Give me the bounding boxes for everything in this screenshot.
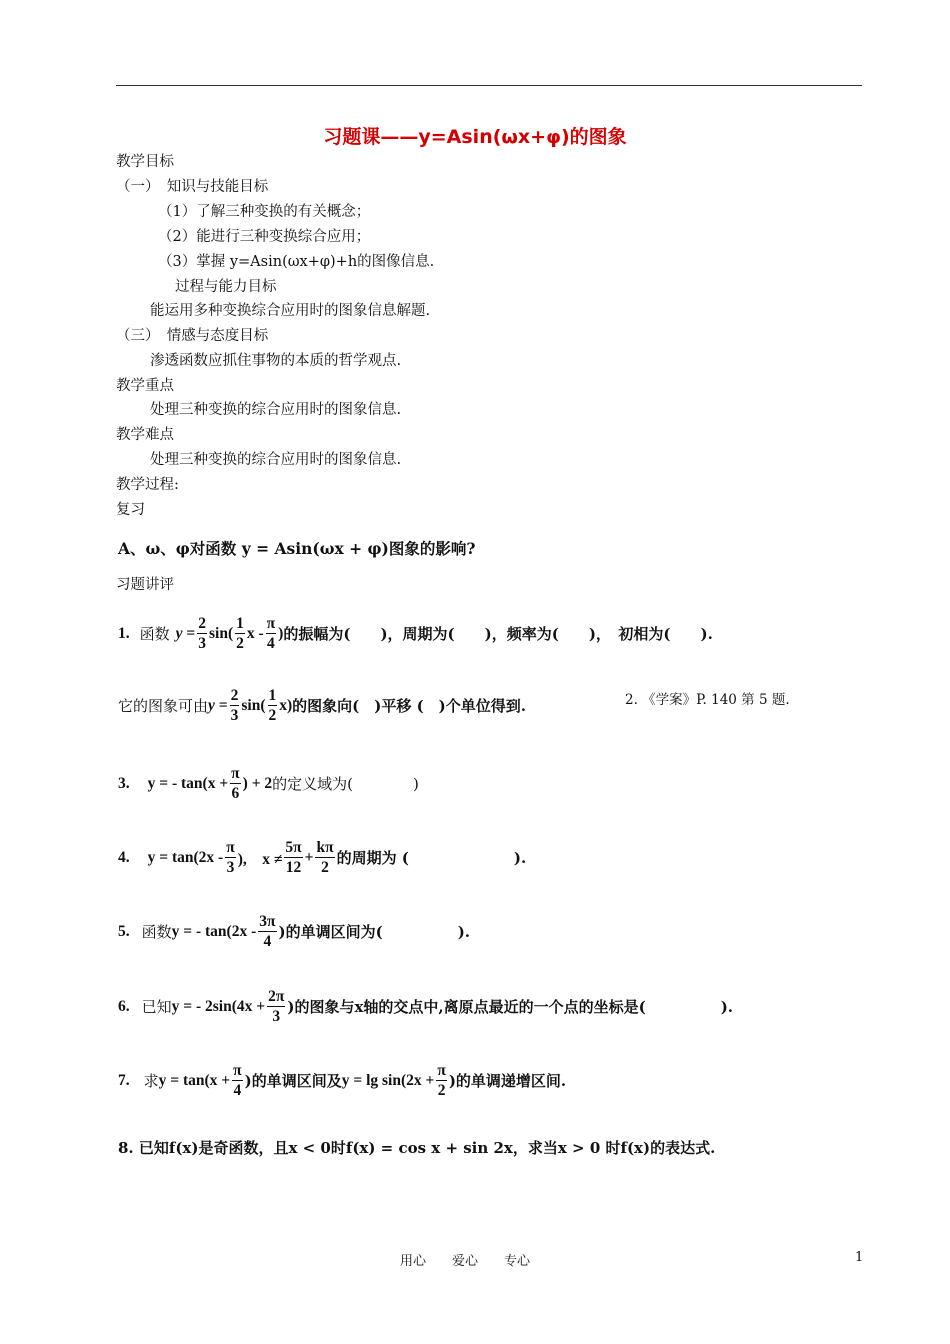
footer-motto: 用心 爱心 专心 <box>400 1254 531 1269</box>
q-number: 4. <box>118 848 130 866</box>
goal-item: （1）了解三种变换的有关概念； <box>158 204 371 220</box>
math-text: x) <box>279 696 293 714</box>
question-1: 1. 函数 y = $\frac{2}{3}$ sin( $\frac{1}{2}$ x - $\frac{\pi}{4}$ ) 的振幅为( )，周期为( )，频率为( )， 初相为( ). <box>118 615 713 652</box>
fraction: $\frac{2\pi}{3}$ <box>268 988 285 1025</box>
question-7 <box>118 1061 566 1100</box>
q-number: 1. <box>118 624 130 642</box>
section-review: 复习 <box>116 502 145 518</box>
fraction: $\frac{\pi}{4}$ <box>233 1062 242 1099</box>
fraction: $\frac{2}{3}$ <box>230 687 239 724</box>
goal-process: 过程与能力目标 <box>175 279 277 295</box>
question-2-note: 2. 《学案》P. 140 第 5 题. <box>625 692 790 708</box>
goal-item: （2）能进行三种变换综合应用； <box>158 229 371 245</box>
key-text: 处理三种变换的综合应用时的图象信息. <box>150 402 402 418</box>
goal-emotion-text: 渗透函数应抓住事物的本质的哲学观点. <box>150 353 402 369</box>
fraction: $\frac{\pi}{2}$ <box>437 1062 446 1099</box>
math-text: ) <box>278 624 284 642</box>
q-lead: 它的图象可由 <box>118 697 209 715</box>
fraction: $\frac{1}{2}$ <box>236 615 244 652</box>
math-text: y = tan(2x - <box>147 848 224 866</box>
math-text: y = - tan(2x - <box>171 922 257 940</box>
math-text: ) + 2 <box>242 774 273 792</box>
fraction: $\frac{5\pi}{12}$ <box>285 839 302 876</box>
q-lead: 函数 <box>141 923 172 941</box>
section-key: 教学重点 <box>116 378 174 394</box>
q-lead: 已知 <box>141 998 172 1016</box>
page-title: 习题课——y=Asin(ωx+φ)的图象 <box>323 126 627 148</box>
fraction: $\frac{k\pi}{2}$ <box>316 839 334 876</box>
goal-knowledge: （一） 知识与技能目标 <box>116 179 269 195</box>
question-5 <box>118 912 470 951</box>
math-text: + <box>304 848 314 866</box>
math-text: sin( <box>209 624 234 642</box>
math-text: y = tan(x + <box>158 1071 231 1089</box>
section-exercises: 习题讲评 <box>116 577 174 593</box>
goal-emotion: （三） 情感与态度目标 <box>116 328 269 344</box>
fraction: $\frac{2}{3}$ <box>198 615 206 652</box>
q-text: 8. 已知f(x)是奇函数，且x < 0时f(x) = cos x + sin 2x，求当x > 0 时f(x)的表达式. <box>118 1139 716 1157</box>
question-8 <box>118 1137 715 1158</box>
math-text: y = lg sin(2x + <box>341 1071 435 1089</box>
difficulty-text: 处理三种变换的综合应用时的图象信息. <box>150 452 402 468</box>
question-6 <box>118 987 733 1026</box>
q-tail: 的图象向( )平移 ( )个单位得到. <box>292 697 527 715</box>
fraction: $\frac{\pi}{3}$ <box>226 839 235 876</box>
q-tail: )的单调区间为( ). <box>278 923 471 941</box>
q-number: 6. <box>118 997 130 1015</box>
section-process: 教学过程: <box>116 477 179 493</box>
q-number: 3. <box>118 774 130 792</box>
q-tail: )的单调递增区间. <box>448 1072 567 1090</box>
review-question: A、ω、φ对函数 y = Asin(ωx + φ)图象的影响? <box>118 539 476 558</box>
math-text: sin( <box>241 696 266 714</box>
q-number: 7. <box>118 1071 130 1089</box>
question-3 <box>118 764 419 803</box>
question-4 <box>118 838 526 877</box>
math-text: y = - 2sin(4x + <box>171 997 266 1015</box>
q-tail: )的图象与x轴的交点中,离原点最近的一个点的坐标是( ). <box>287 998 734 1016</box>
header-rule <box>116 85 862 86</box>
section-difficulty: 教学难点 <box>116 427 174 443</box>
fraction: $\frac{3\pi}{4}$ <box>259 913 276 950</box>
fraction: $\frac{\pi}{4}$ <box>266 615 276 652</box>
q-number: 5. <box>118 922 130 940</box>
section-goals: 教学目标 <box>116 154 174 170</box>
q-lead: 求 <box>143 1072 159 1090</box>
fraction: $\frac{\pi}{6}$ <box>231 765 240 802</box>
math-text: y = - tan(x + <box>147 774 229 792</box>
goal-item: （3）掌握 y=Asin(ωx+φ)+h的图像信息. <box>158 254 435 270</box>
q-tail: 的周期为 ( ). <box>336 849 527 867</box>
fraction: $\frac{1}{2}$ <box>268 687 277 724</box>
q-tail: 的振幅为( )，周期为( )，频率为( )， 初相为( ). <box>283 625 713 643</box>
q-tail: 的定义域为( ) <box>272 775 419 793</box>
goal-process-text: 能运用多种变换综合应用时的图象信息解题. <box>150 303 431 319</box>
math-text: x - <box>246 624 264 642</box>
q-lead: 函数 <box>139 625 170 643</box>
math-text: ), x ≠ <box>237 850 283 868</box>
math-text: )的单调区间及 <box>244 1072 342 1090</box>
page-number: 1 <box>855 1250 864 1265</box>
question-1-continued: 它的图象可由 y = $\frac{2}{3}$ sin( $\frac{1}{2}$ x) 的图象向( )平移 ( )个单位得到. <box>118 687 527 724</box>
